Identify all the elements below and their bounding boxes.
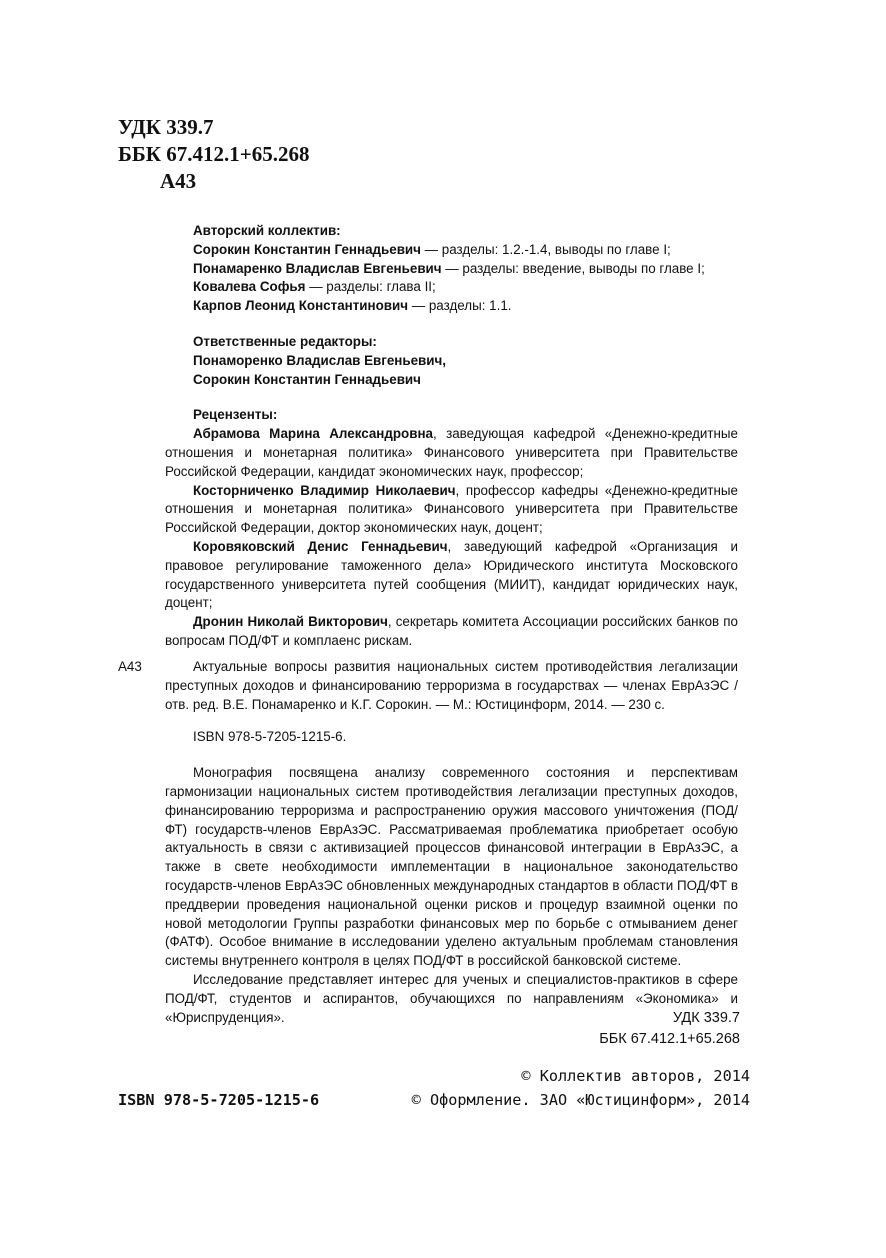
author-name: Понамаренко Владислав Евгеньевич bbox=[193, 260, 442, 276]
catalog-isbn: ISBN 978-5-7205-1215-6. bbox=[193, 729, 347, 745]
editor-name: Понаморенко Владислав Евгеньевич, bbox=[193, 352, 447, 368]
reviewer-name: Косторниченко Владимир Николаевич bbox=[193, 482, 456, 498]
author-name: Сорокин Константин Геннадьевич bbox=[193, 241, 421, 257]
abstract-paragraph: Исследование представляет интерес для ученых и специалистов-практиков в сфере ПОД/ФТ, студентов и аспирантов, обучающихся по направлениям «Экономика» и «Юриспруденция». bbox=[165, 971, 738, 1025]
author-entry bbox=[165, 297, 738, 316]
author-role: — разделы: введение, выводы по главе I; bbox=[441, 260, 705, 276]
reviewer-entry bbox=[165, 425, 738, 481]
reviewer-role: , заведующий кафедрой «Организация и правовое регулирование таможенного дела» Юридического института Московского государственного университета путей сообщения (МИИТ), кандидат юридических наук, доцент; bbox=[165, 538, 738, 611]
author-name: Карпов Леонид Константинович bbox=[193, 298, 409, 314]
udk-code-bottom: УДК 339.7 bbox=[672, 1010, 740, 1026]
bbk-code-bottom: ББК 67.412.1+65.268 bbox=[599, 1031, 740, 1047]
authors-group bbox=[165, 222, 738, 316]
reviewer-entry bbox=[165, 482, 738, 538]
author-entry bbox=[165, 260, 738, 279]
abstract-paragraph: Монография посвящена анализу современного состояния и перспективам гармонизации национальных систем противодействия легализации преступных доходов, финансированию терроризма и распространению оружия массового уничтожения (ПОД/ФТ) государств-членов ЕврАзЭС. Рассматриваемая проблематика приобретает особую актуальность в связи с активизацией процессов финансовой интеграции в ЕврАзЭС, а также в свете необходимости имплементации в национальное законодательство государств-членов ЕврАзЭС обновленных международных стандартов в области ПОД/ФТ в преддверии проведения национальной оценки рисков и процедур взаимной оценки по новой методологии Группы разработки финансовых мер по борьбе с отмыванием денег (ФАТФ). Особое внимание в исследовании уделено актуальным проблемам становления системы внутреннего контроля в целях ПОД/ФТ в российской банковской системе. bbox=[165, 765, 738, 969]
reviewer-name: Коровяковский Денис Геннадьевич bbox=[193, 538, 448, 554]
author-entry bbox=[165, 241, 738, 260]
author-role: — разделы: 1.1. bbox=[408, 298, 512, 314]
copyright-design: © Оформление. ЗАО «Юстицинформ», 2014 bbox=[411, 1091, 750, 1109]
bbk-code: ББК 67.412.1+65.268 bbox=[118, 142, 310, 166]
reviewers-group bbox=[165, 406, 738, 650]
author-role: — разделы: 1.2.-1.4, выводы по главе I; bbox=[420, 241, 671, 257]
editors-group bbox=[165, 333, 738, 389]
catalog-card bbox=[118, 658, 738, 1027]
catalog-body bbox=[165, 658, 738, 1027]
reviewer-name: Абрамова Марина Александровна bbox=[193, 426, 433, 442]
editors-heading: Ответственные редакторы: bbox=[193, 333, 377, 349]
reviewer-role: , секретарь комитета Ассоциации российских банков по вопросам ПОД/ФТ и комплаенс рискам. bbox=[165, 614, 739, 648]
author-role: — разделы: глава II; bbox=[305, 279, 436, 295]
bibliographic-citation: Актуальные вопросы развития национальных систем противодействия легализации преступных доходов и финансированию терроризма в государствах — членах ЕврАзЭС / отв. ред. В.Е. Понамаренко и К.Г. Сорокин. — М.: Юстицинформ, 2014. — 230 с. bbox=[165, 659, 738, 712]
isbn-number: ISBN 978-5-7205-1215-6 bbox=[118, 1091, 320, 1109]
udk-code: УДК 339.7 bbox=[118, 115, 214, 139]
editor-name: Сорокин Константин Геннадьевич bbox=[193, 371, 421, 387]
reviewers-heading: Рецензенты: bbox=[193, 407, 278, 423]
classification-codes bbox=[599, 1008, 740, 1050]
copyright-authors: © Коллектив авторов, 2014 bbox=[521, 1067, 750, 1085]
credits-section bbox=[165, 222, 738, 668]
reviewer-role: , профессор кафедры «Денежно-кредитные отношения и монетарная политика» Финансового университета при Правительстве Российской Федерации, доктор экономических наук, доцент; bbox=[165, 482, 738, 536]
imprint-footer bbox=[118, 1064, 750, 1112]
authors-heading: Авторский коллектив: bbox=[193, 223, 341, 238]
author-name: Ковалева Софья bbox=[193, 279, 306, 295]
author-entry bbox=[165, 278, 738, 297]
classification-header bbox=[118, 114, 309, 195]
author-mark: А43 bbox=[160, 169, 197, 193]
reviewer-entry bbox=[165, 538, 738, 613]
reviewer-entry bbox=[165, 613, 738, 651]
reviewer-role: , заведующая кафедрой «Денежно-кредитные отношения и монетарная политика» Финансового университета при Правительстве Российской Федерации, кандидат экономических наук, профессор; bbox=[165, 426, 739, 479]
catalog-author-mark: А43 bbox=[118, 659, 142, 674]
reviewer-name: Дронин Николай Викторович bbox=[193, 614, 388, 630]
